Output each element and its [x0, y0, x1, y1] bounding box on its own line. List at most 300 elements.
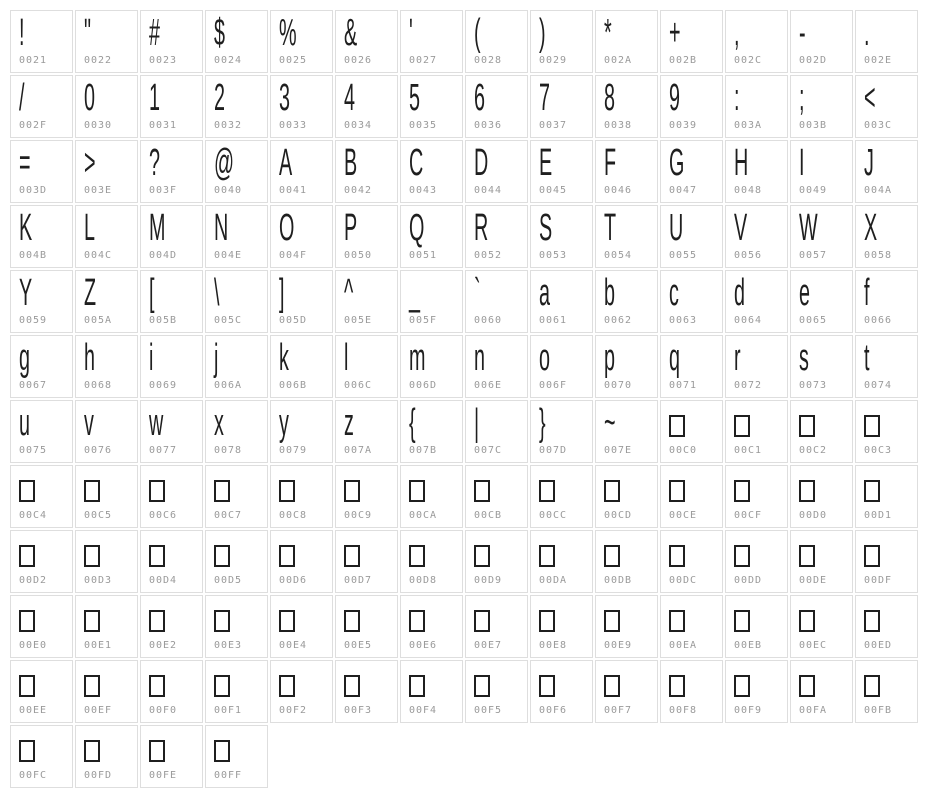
glyph-cell[interactable] [140, 10, 203, 73]
glyph-preview [734, 405, 785, 442]
glyph-preview [539, 77, 590, 119]
notdef-box-icon [864, 415, 880, 437]
glyph-cell[interactable] [660, 530, 723, 593]
glyph-preview [604, 77, 655, 119]
glyph-code: 0034 [344, 120, 373, 131]
glyph-cell[interactable] [140, 75, 203, 138]
glyph-code: 00C0 [669, 445, 698, 456]
glyph-cell[interactable] [75, 465, 138, 528]
glyph-preview [344, 12, 395, 54]
glyph-cell[interactable] [595, 465, 658, 528]
glyph-preview [409, 535, 460, 572]
glyph-cell[interactable] [270, 75, 333, 138]
glyph-cell[interactable] [75, 725, 138, 788]
glyph-cell[interactable] [790, 205, 853, 268]
notdef-box-icon [474, 480, 490, 502]
glyph-cell[interactable] [855, 400, 918, 463]
glyph-code: 0069 [149, 380, 178, 391]
glyph-char: w [149, 402, 164, 444]
glyph-cell[interactable] [140, 660, 203, 723]
glyph-preview [604, 337, 655, 379]
glyph-preview [19, 600, 70, 637]
glyph-cell[interactable] [205, 400, 268, 463]
glyph-cell[interactable] [660, 205, 723, 268]
glyph-preview [799, 600, 850, 637]
glyph-cell[interactable] [530, 400, 593, 463]
glyph-preview [669, 600, 720, 637]
glyph-cell[interactable] [205, 75, 268, 138]
glyph-cell[interactable] [725, 530, 788, 593]
glyph-code: 0057 [799, 250, 828, 261]
glyph-char: g [19, 337, 30, 379]
glyph-cell[interactable] [725, 400, 788, 463]
glyph-cell[interactable] [790, 595, 853, 658]
glyph-code: 0079 [279, 445, 308, 456]
notdef-box-icon [864, 675, 880, 697]
glyph-preview [279, 272, 330, 314]
glyph-cell[interactable] [10, 595, 73, 658]
glyph-code: 00D7 [344, 575, 373, 586]
glyph-cell[interactable] [10, 205, 73, 268]
glyph-char: K [19, 207, 33, 249]
glyph-preview [409, 142, 460, 184]
glyph-code: 005C [214, 315, 243, 326]
glyph-cell[interactable] [855, 595, 918, 658]
glyph-char: | [474, 402, 480, 444]
glyph-cell[interactable] [205, 465, 268, 528]
glyph-code: 00F7 [604, 705, 633, 716]
glyph-preview [799, 665, 850, 702]
glyph-code: 00C6 [149, 510, 178, 521]
glyph-cell[interactable] [75, 75, 138, 138]
glyph-code: 0074 [864, 380, 893, 391]
glyph-preview [539, 337, 590, 379]
glyph-cell[interactable] [660, 660, 723, 723]
glyph-cell[interactable] [855, 335, 918, 398]
glyph-cell[interactable] [335, 140, 398, 203]
glyph-code: 00CE [669, 510, 698, 521]
glyph-cell[interactable] [140, 465, 203, 528]
glyph-row [10, 725, 918, 788]
glyph-cell[interactable] [855, 465, 918, 528]
glyph-cell[interactable] [660, 595, 723, 658]
glyph-preview [214, 535, 265, 572]
glyph-cell[interactable] [855, 660, 918, 723]
glyph-cell[interactable] [530, 205, 593, 268]
glyph-cell[interactable] [595, 270, 658, 333]
glyph-cell[interactable] [725, 465, 788, 528]
glyph-preview [474, 665, 525, 702]
glyph-char: " [84, 12, 92, 54]
glyph-cell[interactable] [270, 140, 333, 203]
glyph-cell[interactable] [725, 205, 788, 268]
glyph-cell[interactable] [270, 530, 333, 593]
glyph-char: e [799, 272, 810, 314]
glyph-cell[interactable] [595, 595, 658, 658]
glyph-cell[interactable] [400, 140, 463, 203]
notdef-box-icon [279, 545, 295, 567]
glyph-cell[interactable] [205, 205, 268, 268]
glyph-cell[interactable] [595, 10, 658, 73]
glyph-cell[interactable] [335, 10, 398, 73]
glyph-cell[interactable] [725, 270, 788, 333]
glyph-cell[interactable] [10, 270, 73, 333]
glyph-char: E [539, 142, 553, 184]
glyph-preview [734, 337, 785, 379]
glyph-char: f [864, 272, 870, 314]
glyph-code: 00D3 [84, 575, 113, 586]
notdef-box-icon [799, 415, 815, 437]
glyph-cell[interactable] [660, 465, 723, 528]
glyph-char: N [214, 207, 229, 249]
glyph-cell[interactable] [660, 335, 723, 398]
glyph-cell[interactable] [205, 530, 268, 593]
glyph-code: 0064 [734, 315, 763, 326]
glyph-code: 0028 [474, 55, 503, 66]
glyph-code: 0076 [84, 445, 113, 456]
glyph-code: 0046 [604, 185, 633, 196]
glyph-code: 006A [214, 380, 243, 391]
glyph-preview [539, 470, 590, 507]
glyph-code: 0037 [539, 120, 568, 131]
glyph-cell[interactable] [335, 465, 398, 528]
glyph-code: 0049 [799, 185, 828, 196]
glyph-code: 004B [19, 250, 48, 261]
glyph-cell[interactable] [595, 660, 658, 723]
glyph-preview [539, 665, 590, 702]
glyph-preview [84, 207, 135, 249]
glyph-cell[interactable] [270, 205, 333, 268]
glyph-char: o [539, 337, 550, 379]
glyph-char: b [604, 272, 615, 314]
glyph-code: 00E9 [604, 640, 633, 651]
glyph-cell[interactable] [465, 530, 528, 593]
glyph-cell[interactable] [465, 270, 528, 333]
glyph-cell[interactable] [660, 140, 723, 203]
glyph-code: 0040 [214, 185, 243, 196]
notdef-box-icon [19, 675, 35, 697]
glyph-cell[interactable] [595, 140, 658, 203]
glyph-cell[interactable] [270, 660, 333, 723]
notdef-box-icon [149, 545, 165, 567]
glyph-code: 002A [604, 55, 633, 66]
glyph-cell[interactable] [660, 270, 723, 333]
glyph-cell[interactable] [725, 595, 788, 658]
glyph-cell[interactable] [75, 400, 138, 463]
notdef-box-icon [149, 480, 165, 502]
glyph-cell[interactable] [660, 10, 723, 73]
glyph-cell[interactable] [140, 205, 203, 268]
notdef-box-icon [539, 675, 555, 697]
glyph-cell[interactable] [400, 75, 463, 138]
glyph-code: 0041 [279, 185, 308, 196]
glyph-code: 00C1 [734, 445, 763, 456]
glyph-cell[interactable] [595, 335, 658, 398]
glyph-code: 0067 [19, 380, 48, 391]
glyph-cell[interactable] [530, 595, 593, 658]
glyph-cell[interactable] [725, 335, 788, 398]
glyph-char: k [279, 337, 289, 379]
glyph-char: J [864, 142, 874, 184]
glyph-cell[interactable] [140, 595, 203, 658]
glyph-cell[interactable] [790, 400, 853, 463]
glyph-cell[interactable] [465, 140, 528, 203]
glyph-char: Z [84, 272, 97, 314]
glyph-cell[interactable] [335, 75, 398, 138]
glyph-cell[interactable] [530, 465, 593, 528]
glyph-char: % [279, 12, 297, 54]
glyph-cell[interactable] [400, 660, 463, 723]
glyph-cell[interactable] [465, 400, 528, 463]
notdef-box-icon [474, 675, 490, 697]
glyph-code: 0075 [19, 445, 48, 456]
glyph-cell[interactable] [790, 75, 853, 138]
glyph-cell[interactable] [595, 75, 658, 138]
glyph-cell[interactable] [530, 140, 593, 203]
glyph-char: L [84, 207, 95, 249]
glyph-preview [149, 142, 200, 184]
glyph-cell[interactable] [530, 10, 593, 73]
glyph-char: Y [19, 272, 33, 314]
glyph-cell[interactable] [10, 530, 73, 593]
glyph-char: m [409, 337, 426, 379]
glyph-cell[interactable] [140, 140, 203, 203]
glyph-cell[interactable] [855, 205, 918, 268]
glyph-cell[interactable] [530, 530, 593, 593]
glyph-cell[interactable] [75, 660, 138, 723]
glyph-row [10, 205, 918, 268]
notdef-box-icon [734, 675, 750, 697]
glyph-code: 0030 [84, 120, 113, 131]
glyph-preview [734, 207, 785, 249]
glyph-cell[interactable] [335, 400, 398, 463]
notdef-box-icon [669, 610, 685, 632]
glyph-code: 007A [344, 445, 373, 456]
glyph-cell[interactable] [270, 465, 333, 528]
glyph-cell[interactable] [10, 75, 73, 138]
glyph-cell[interactable] [75, 335, 138, 398]
glyph-cell[interactable] [75, 140, 138, 203]
glyph-cell[interactable] [270, 400, 333, 463]
glyph-char: = [19, 142, 31, 184]
glyph-cell[interactable] [790, 660, 853, 723]
glyph-preview [669, 405, 720, 442]
glyph-char: ~ [604, 402, 616, 444]
glyph-preview [214, 470, 265, 507]
glyph-cell[interactable] [790, 530, 853, 593]
glyph-cell[interactable] [140, 725, 203, 788]
glyph-cell[interactable] [400, 595, 463, 658]
glyph-cell[interactable] [10, 660, 73, 723]
glyph-preview [214, 402, 265, 444]
notdef-box-icon [409, 545, 425, 567]
glyph-code: 0065 [799, 315, 828, 326]
glyph-cell[interactable] [855, 270, 918, 333]
glyph-cell[interactable] [75, 595, 138, 658]
glyph-cell[interactable] [465, 335, 528, 398]
glyph-char: . [864, 12, 870, 54]
glyph-cell[interactable] [595, 530, 658, 593]
glyph-cell[interactable] [400, 335, 463, 398]
glyph-cell[interactable] [205, 660, 268, 723]
glyph-preview [279, 207, 330, 249]
glyph-preview [734, 12, 785, 54]
glyph-char: 0 [84, 77, 95, 119]
glyph-cell[interactable] [465, 75, 528, 138]
glyph-cell[interactable] [465, 660, 528, 723]
glyph-cell[interactable] [465, 205, 528, 268]
glyph-cell[interactable] [75, 530, 138, 593]
glyph-cell[interactable] [205, 335, 268, 398]
glyph-code: 00EB [734, 640, 763, 651]
notdef-box-icon [214, 740, 230, 762]
notdef-box-icon [19, 740, 35, 762]
glyph-cell[interactable] [335, 270, 398, 333]
glyph-cell[interactable] [400, 400, 463, 463]
glyph-cell[interactable] [790, 10, 853, 73]
notdef-box-icon [214, 480, 230, 502]
glyph-cell[interactable] [400, 270, 463, 333]
glyph-cell[interactable] [335, 595, 398, 658]
glyph-cell[interactable] [335, 530, 398, 593]
glyph-cell[interactable] [725, 660, 788, 723]
notdef-box-icon [669, 415, 685, 437]
glyph-cell[interactable] [270, 10, 333, 73]
glyph-preview [344, 142, 395, 184]
glyph-cell[interactable] [205, 595, 268, 658]
glyph-preview [84, 142, 135, 184]
glyph-cell[interactable] [530, 660, 593, 723]
glyph-cell[interactable] [10, 335, 73, 398]
notdef-box-icon [84, 610, 100, 632]
glyph-cell[interactable] [10, 10, 73, 73]
glyph-cell[interactable] [660, 75, 723, 138]
glyph-cell[interactable] [205, 725, 268, 788]
glyph-cell[interactable] [140, 335, 203, 398]
glyph-code: 005E [344, 315, 373, 326]
glyph-cell[interactable] [725, 75, 788, 138]
glyph-code: 007E [604, 445, 633, 456]
glyph-cell[interactable] [790, 335, 853, 398]
glyph-preview [84, 600, 135, 637]
glyph-code: 00DF [864, 575, 893, 586]
glyph-code: 00EA [669, 640, 698, 651]
glyph-cell[interactable] [855, 530, 918, 593]
glyph-preview [669, 535, 720, 572]
glyph-cell[interactable] [725, 140, 788, 203]
glyph-cell[interactable] [595, 400, 658, 463]
glyph-cell[interactable] [400, 465, 463, 528]
glyph-preview [604, 470, 655, 507]
glyph-cell[interactable] [75, 270, 138, 333]
glyph-cell[interactable] [465, 10, 528, 73]
glyph-code: 0031 [149, 120, 178, 131]
glyph-char: z [344, 402, 354, 444]
glyph-cell[interactable] [530, 335, 593, 398]
glyph-cell[interactable] [205, 140, 268, 203]
glyph-cell[interactable] [270, 335, 333, 398]
notdef-box-icon [669, 675, 685, 697]
glyph-preview [799, 142, 850, 184]
glyph-cell[interactable] [660, 400, 723, 463]
glyph-code: 0066 [864, 315, 893, 326]
glyph-cell[interactable] [10, 400, 73, 463]
notdef-box-icon [409, 675, 425, 697]
glyph-cell[interactable] [530, 270, 593, 333]
glyph-row [10, 530, 918, 593]
glyph-preview [279, 402, 330, 444]
glyph-preview [799, 12, 850, 54]
glyph-preview [84, 12, 135, 54]
notdef-box-icon [279, 610, 295, 632]
glyph-cell[interactable] [75, 205, 138, 268]
glyph-cell[interactable] [530, 75, 593, 138]
notdef-box-icon [734, 545, 750, 567]
glyph-cell[interactable] [855, 10, 918, 73]
glyph-code: 0060 [474, 315, 503, 326]
glyph-cell[interactable] [270, 595, 333, 658]
glyph-cell[interactable] [140, 530, 203, 593]
glyph-cell[interactable] [10, 465, 73, 528]
glyph-code: 00C3 [864, 445, 893, 456]
glyph-preview [734, 470, 785, 507]
glyph-code: 006B [279, 380, 308, 391]
glyph-cell[interactable] [725, 10, 788, 73]
glyph-code: 00CB [474, 510, 503, 521]
glyph-cell[interactable] [335, 660, 398, 723]
glyph-code: 007B [409, 445, 438, 456]
glyph-preview [539, 535, 590, 572]
glyph-cell[interactable] [400, 205, 463, 268]
glyph-cell[interactable] [465, 595, 528, 658]
glyph-cell[interactable] [75, 10, 138, 73]
glyph-cell[interactable] [400, 10, 463, 73]
glyph-preview [734, 272, 785, 314]
glyph-cell[interactable] [205, 270, 268, 333]
glyph-cell[interactable] [790, 140, 853, 203]
glyph-cell[interactable] [790, 270, 853, 333]
glyph-cell[interactable] [10, 140, 73, 203]
glyph-code: 00FE [149, 770, 178, 781]
glyph-preview [149, 272, 200, 314]
glyph-code: 00F3 [344, 705, 373, 716]
glyph-code: 005D [279, 315, 308, 326]
glyph-cell[interactable] [140, 270, 203, 333]
glyph-preview [279, 77, 330, 119]
glyph-cell[interactable] [270, 270, 333, 333]
glyph-cell[interactable] [465, 465, 528, 528]
glyph-cell[interactable] [140, 400, 203, 463]
glyph-cell[interactable] [790, 465, 853, 528]
glyph-preview [344, 207, 395, 249]
glyph-char: 2 [214, 77, 225, 119]
glyph-cell[interactable] [400, 530, 463, 593]
glyph-cell[interactable] [595, 205, 658, 268]
glyph-code: 0039 [669, 120, 698, 131]
glyph-cell[interactable] [335, 205, 398, 268]
glyph-preview [214, 272, 265, 314]
glyph-preview [864, 470, 915, 507]
glyph-cell[interactable] [335, 335, 398, 398]
glyph-preview [604, 535, 655, 572]
glyph-cell[interactable] [205, 10, 268, 73]
glyph-code: 0058 [864, 250, 893, 261]
glyph-char: ^ [344, 272, 354, 314]
glyph-char: I [799, 142, 805, 184]
glyph-cell[interactable] [855, 75, 918, 138]
glyph-cell[interactable] [855, 140, 918, 203]
glyph-cell[interactable] [10, 725, 73, 788]
